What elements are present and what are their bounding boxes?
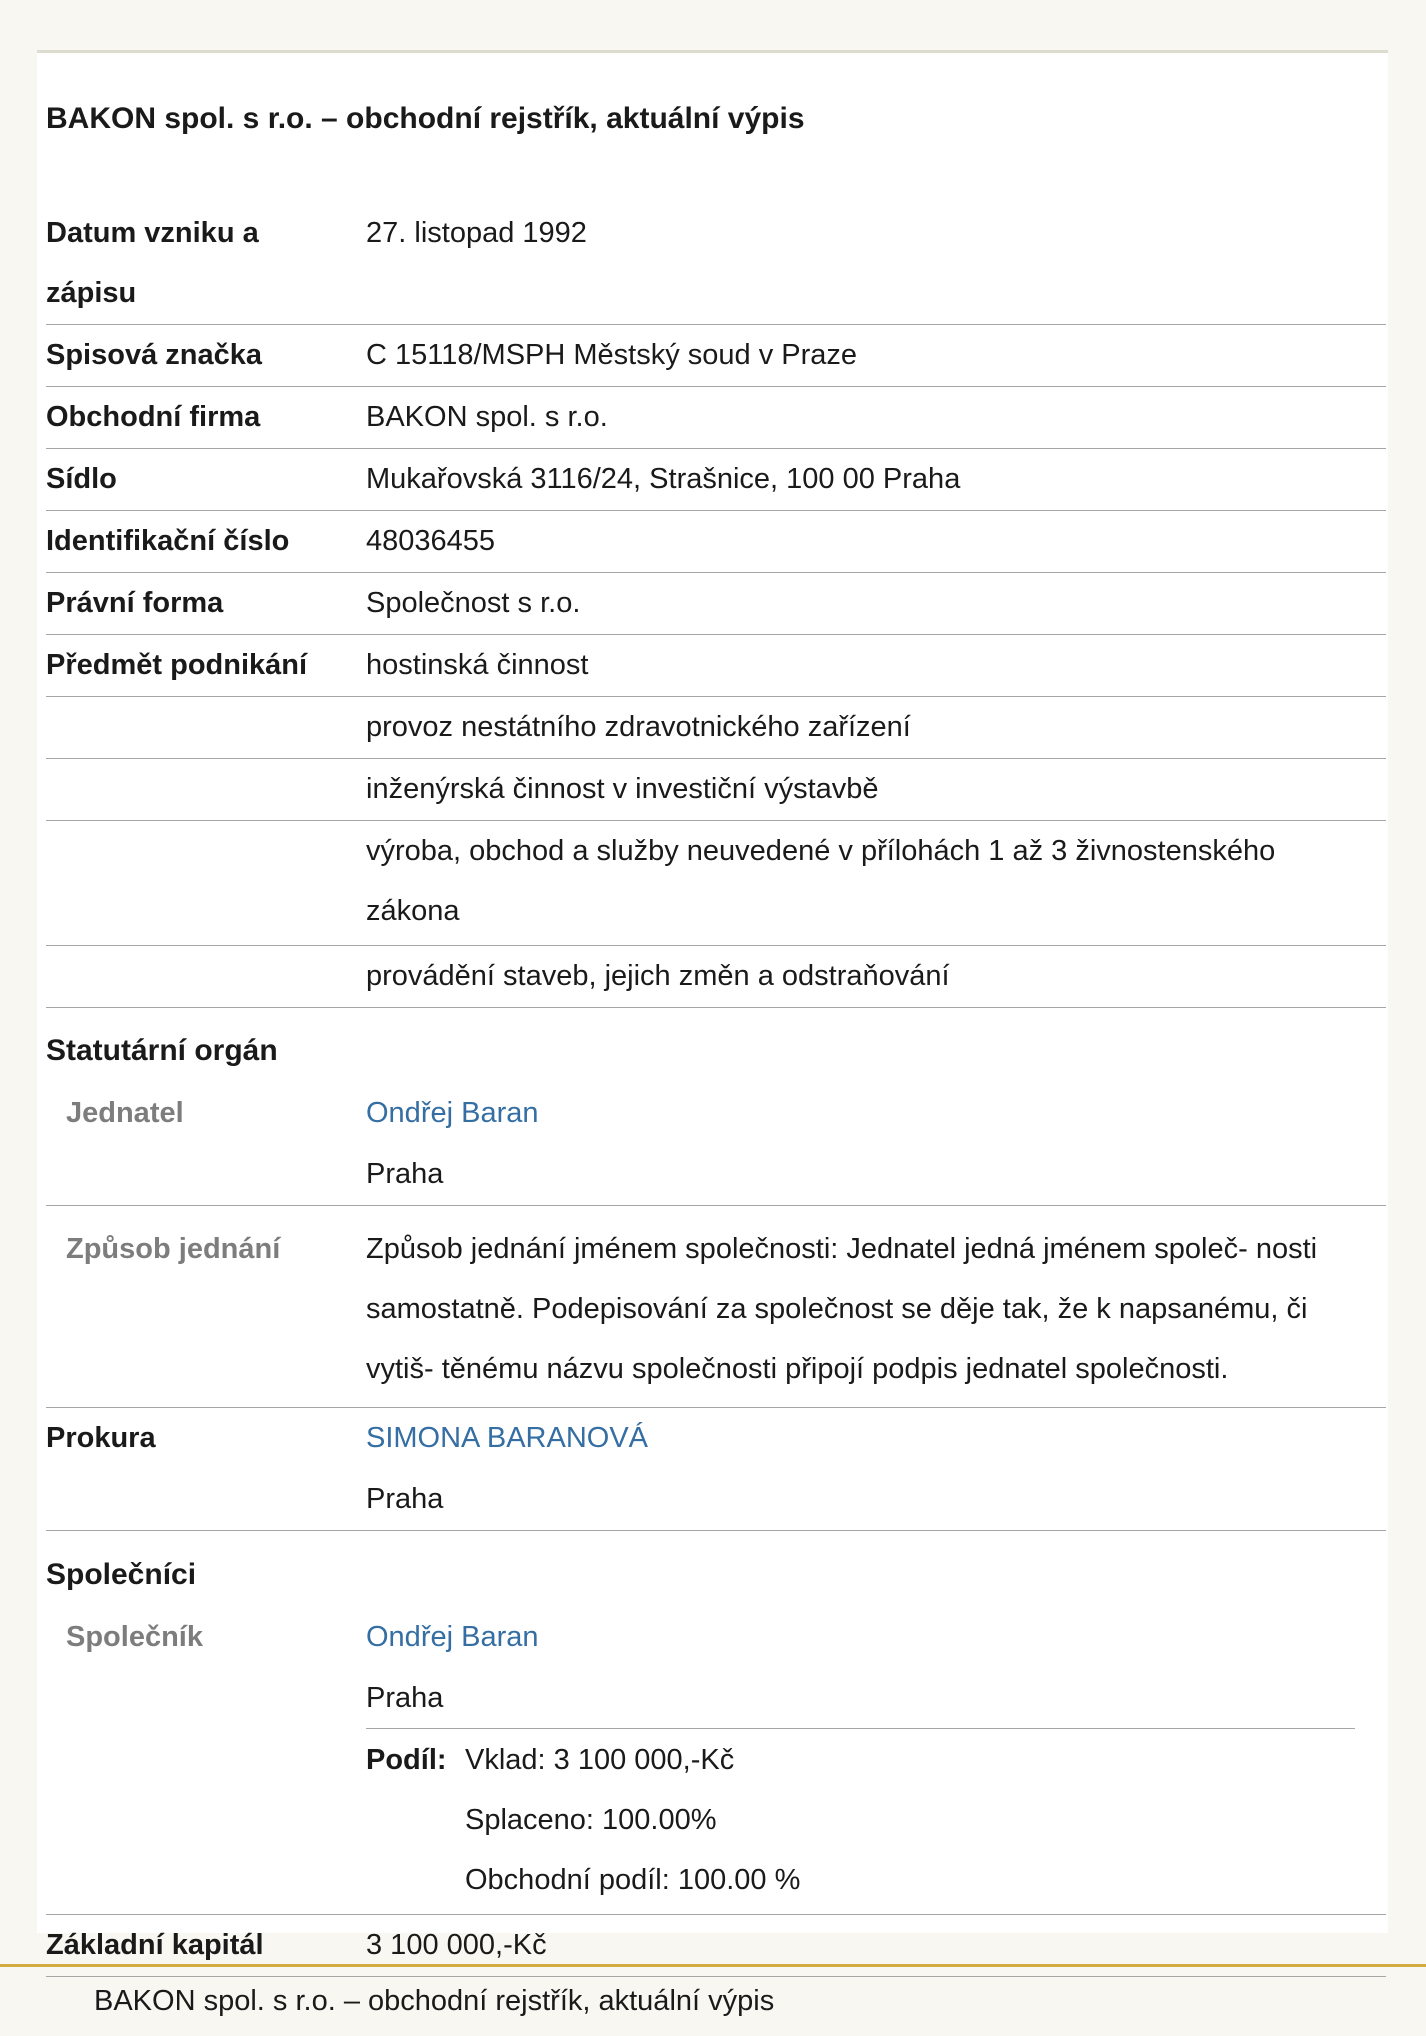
row-value: Společnost s r.o. [366,587,581,619]
person-link[interactable]: Ondřej Baran [366,1097,539,1129]
row-label: Obchodní firma [46,401,261,433]
row-zpusob [46,1206,1386,1408]
list-item: inženýrská činnost v investiční výstavbě [366,773,879,805]
row-value: 3 100 000,-Kč [366,1929,547,1961]
podil-label: Podíl: [366,1744,447,1776]
row-label: Prokura [46,1422,156,1454]
row-predmet-item [46,821,1386,946]
row-jednatel [46,1083,1386,1206]
podil-splaceno: Splaceno: 100.00% [465,1804,717,1836]
row-sidlo [46,449,1386,511]
row-label: Společník [66,1621,203,1653]
row-label: Právní forma [46,587,224,619]
row-value: C 15118/MSPH Městský soud v Praze [366,339,858,371]
row-label: Datum vzniku a zápisu [46,217,259,309]
person-city: Praha [366,1483,444,1515]
row-kapital [46,1915,1386,1977]
podil-vklad: Vklad: 3 100 000,-Kč [465,1744,735,1776]
section-heading-spolecnici: Společníci [46,1558,197,1591]
list-item: výroba, obchod a služby neuvedené v přílohách 1 až 3 živnostenského zákona [366,835,1276,927]
person-city: Praha [366,1158,444,1190]
row-forma [46,573,1386,635]
section-heading-statutarni: Statutární orgán [46,1034,278,1067]
row-prokura [46,1408,1386,1531]
registry-card [37,50,1388,1961]
list-item: provádění staveb, jejich změn a odstraňování [366,960,950,992]
zpusob-text: Způsob jednání jménem společnosti: Jednatel jedná jménem společ- nosti samostatně. Podepisování za společnost se děje tak, že k napsanému, či vytiš- těnému názvu společnosti připojí podpis jednatel společnosti. [366,1233,1318,1385]
row-firma [46,387,1386,449]
row-predmet-item [46,946,1386,1008]
list-item: provoz nestátního zdravotnického zařízení [366,711,911,743]
row-predmet-item [46,759,1386,821]
row-predmet [46,635,1386,697]
footer-title: BAKON spol. s r.o. – obchodní rejstřík, aktuální výpis [94,1985,775,2017]
row-label: Předmět podnikání [46,649,308,681]
row-spisova [46,325,1386,387]
row-label: Jednatel [66,1097,184,1129]
row-value: Mukařovská 3116/24, Strašnice, 100 00 Praha [366,463,961,495]
page-title: BAKON spol. s r.o. – obchodní rejstřík, aktuální výpis [46,102,805,135]
footer-divider [0,1964,1426,1967]
divider [366,1728,1355,1729]
person-city: Praha [366,1682,444,1714]
podil-obchodni: Obchodní podíl: 100.00 % [465,1864,801,1896]
row-value: 27. listopad 1992 [366,217,587,249]
row-ico [46,511,1386,573]
row-label: Sídlo [46,463,117,495]
row-spolecnik [46,1607,1386,1915]
row-label: Spisová značka [46,339,262,371]
list-item: hostinská činnost [366,649,589,681]
person-link[interactable]: SIMONA BARANOVÁ [366,1422,649,1454]
row-label: Způsob jednání [66,1233,281,1265]
person-link[interactable]: Ondřej Baran [366,1621,539,1653]
row-label: Identifikační číslo [46,525,290,557]
row-datum [46,203,1386,325]
row-value: BAKON spol. s r.o. [366,401,608,433]
row-label: Základní kapitál [46,1929,264,1961]
row-value: 48036455 [366,525,496,557]
row-predmet-item [46,697,1386,759]
